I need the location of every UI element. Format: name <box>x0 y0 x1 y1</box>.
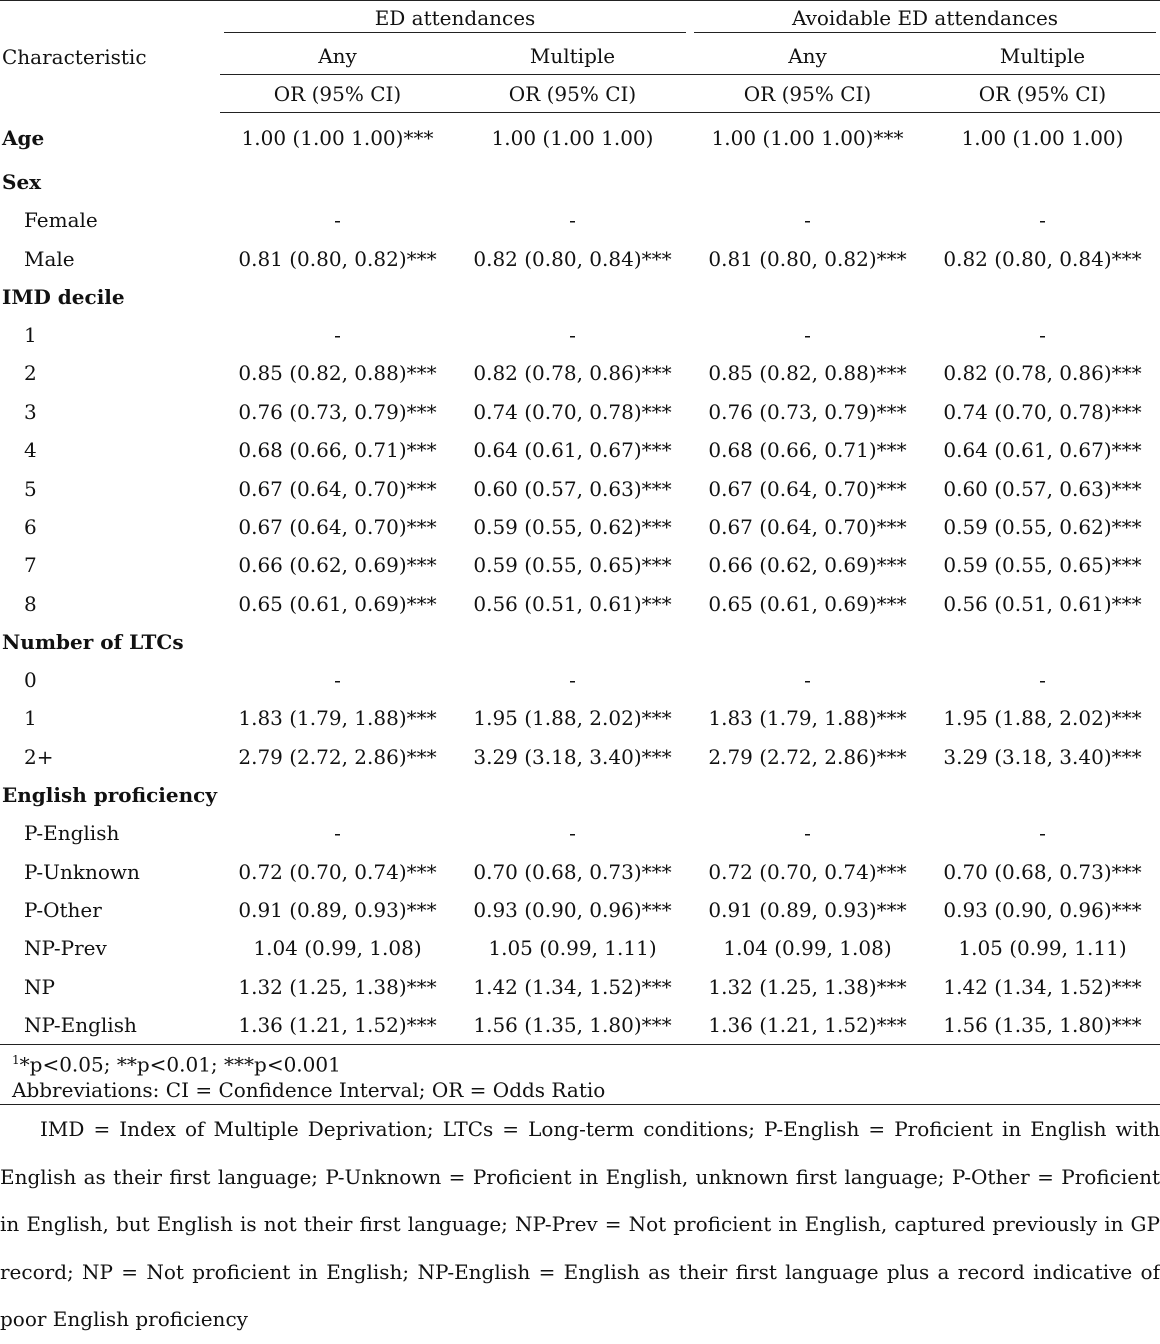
cell-value: 0.56 (0.51, 0.61)*** <box>473 591 672 616</box>
subheader-avoidable-any: Any <box>690 39 925 75</box>
table-row <box>0 929 1160 967</box>
row-label: Male <box>24 246 75 271</box>
cell-value: 0.65 (0.61, 0.69)*** <box>708 591 907 616</box>
table-row <box>0 814 1160 852</box>
table-row <box>0 585 1160 623</box>
table-row <box>0 852 1160 890</box>
significance-footnote <box>12 1048 605 1078</box>
cell-value: 0.59 (0.55, 0.65)*** <box>943 553 1142 578</box>
section-heading-ltc <box>0 623 1160 661</box>
cell-value: 1.00 (1.00 1.00)*** <box>711 126 904 150</box>
cell-value: - <box>334 208 341 233</box>
section-heading-imd <box>0 278 1160 316</box>
cell-value: - <box>569 668 576 693</box>
row-label: 3 <box>24 399 37 424</box>
cell-value: 0.74 (0.70, 0.78)*** <box>943 399 1142 424</box>
cell-value: 1.32 (1.25, 1.38)*** <box>708 974 907 999</box>
cell-value: - <box>804 821 811 846</box>
cell-value: - <box>569 322 576 347</box>
cell-value: 0.82 (0.78, 0.86)*** <box>473 361 672 386</box>
cell-value: 1.95 (1.88, 2.02)*** <box>943 706 1142 731</box>
group-header-avoidable-ed-label: Avoidable ED attendances <box>694 6 1156 33</box>
row-label: P-English <box>24 821 120 846</box>
cell-value: 0.70 (0.68, 0.73)*** <box>943 859 1142 884</box>
table-row <box>0 699 1160 737</box>
section-heading-sex <box>0 163 1160 201</box>
cell-value: 0.93 (0.90, 0.96)*** <box>943 898 1142 923</box>
table-row <box>0 316 1160 354</box>
cell-value: 0.67 (0.64, 0.70)*** <box>238 476 437 501</box>
cell-value: 1.42 (1.34, 1.52)*** <box>943 974 1142 999</box>
cell-value: 1.05 (0.99, 1.11) <box>488 936 657 961</box>
metric-header: OR (95% CI) <box>925 75 1160 113</box>
cell-value: 0.85 (0.82, 0.88)*** <box>708 361 907 386</box>
section-heading: English proficiency <box>2 783 217 808</box>
footnote-marker: 1 <box>12 1053 20 1067</box>
cell-value: 0.82 (0.80, 0.84)*** <box>943 246 1142 271</box>
cell-value: - <box>804 668 811 693</box>
cell-value: 0.91 (0.89, 0.93)*** <box>238 898 437 923</box>
subheader-ed-any: Any <box>220 39 455 75</box>
table-row <box>0 508 1160 546</box>
cell-value: 1.42 (1.34, 1.52)*** <box>473 974 672 999</box>
table-row <box>0 661 1160 699</box>
row-label: NP-Prev <box>24 936 107 961</box>
cell-value: 1.04 (0.99, 1.08) <box>253 936 422 961</box>
cell-value: 0.56 (0.51, 0.61)*** <box>943 591 1142 616</box>
row-label: 2 <box>24 361 37 386</box>
table-footnotes <box>12 1048 605 1103</box>
cell-value: 2.79 (2.72, 2.86)*** <box>708 744 907 769</box>
cell-value: 0.70 (0.68, 0.73)*** <box>473 859 672 884</box>
metric-header: OR (95% CI) <box>690 75 925 113</box>
cell-value: 1.32 (1.25, 1.38)*** <box>238 974 437 999</box>
cell-value: 3.29 (3.18, 3.40)*** <box>943 744 1142 769</box>
cell-value: 0.67 (0.64, 0.70)*** <box>708 476 907 501</box>
cell-value: 1.83 (1.79, 1.88)*** <box>708 706 907 731</box>
row-label: Age <box>2 125 45 150</box>
row-label: 4 <box>24 438 37 463</box>
cell-value: 1.36 (1.21, 1.52)*** <box>690 1006 925 1045</box>
subheader-avoidable-multiple: Multiple <box>925 39 1160 75</box>
row-label: P-Other <box>24 898 102 923</box>
table-row <box>0 738 1160 776</box>
metric-header: OR (95% CI) <box>455 75 690 113</box>
cell-value: - <box>1039 668 1046 693</box>
row-label: 5 <box>24 476 37 501</box>
row-label: 2+ <box>24 744 54 769</box>
footer-divider <box>0 1104 1160 1105</box>
cell-value: 0.65 (0.61, 0.69)*** <box>238 591 437 616</box>
table-row <box>0 239 1160 277</box>
cell-value: 0.67 (0.64, 0.70)*** <box>238 514 437 539</box>
cell-value: 0.85 (0.82, 0.88)*** <box>238 361 437 386</box>
cell-value: 1.00 (1.00 1.00)*** <box>241 126 434 150</box>
group-header-ed <box>220 1 690 39</box>
cell-value: 0.60 (0.57, 0.63)*** <box>473 476 672 501</box>
cell-value: - <box>804 208 811 233</box>
cell-value: - <box>569 208 576 233</box>
cell-value: 2.79 (2.72, 2.86)*** <box>238 744 437 769</box>
cell-value: 1.95 (1.88, 2.02)*** <box>473 706 672 731</box>
cell-value: - <box>1039 821 1046 846</box>
cell-value: 1.56 (1.35, 1.80)*** <box>925 1006 1160 1045</box>
group-header-ed-label: ED attendances <box>224 6 686 33</box>
cell-value: 0.91 (0.89, 0.93)*** <box>708 898 907 923</box>
table-row <box>0 431 1160 469</box>
cell-value: 1.36 (1.21, 1.52)*** <box>220 1006 455 1045</box>
cell-value: - <box>1039 322 1046 347</box>
header-row-groups <box>0 1 1160 39</box>
cell-value: - <box>334 668 341 693</box>
cell-value: 1.04 (0.99, 1.08) <box>723 936 892 961</box>
cell-value: 0.64 (0.61, 0.67)*** <box>473 438 672 463</box>
row-label: 1 <box>24 322 37 347</box>
cell-value: 1.05 (0.99, 1.11) <box>958 936 1127 961</box>
table-row <box>0 968 1160 1006</box>
cell-value: - <box>334 821 341 846</box>
abbreviation-note: IMD = Index of Multiple Deprivation; LTCs = Long-term conditions; P-English = Proficient in English with English as their first language; P-Unknown = Proficient in English, unknown first language; P-Other = Proficient in English, but English is not their first language; NP-Prev = Not proficient in English, captured previously in GP record; NP = Not proficient in English; NP-English = English as their first language plus a record indicative of poor English proficiency <box>0 1117 1160 1331</box>
cell-value: 0.59 (0.55, 0.62)*** <box>473 514 672 539</box>
subheader-ed-multiple: Multiple <box>455 39 690 75</box>
row-label: 1 <box>24 706 37 731</box>
table-row <box>0 891 1160 929</box>
cell-value: 3.29 (3.18, 3.40)*** <box>473 744 672 769</box>
cell-value: 0.66 (0.62, 0.69)*** <box>708 553 907 578</box>
cell-value: 1.00 (1.00 1.00) <box>961 126 1124 150</box>
cell-value: 0.60 (0.57, 0.63)*** <box>943 476 1142 501</box>
cell-value: - <box>1039 208 1046 233</box>
cell-value: 0.74 (0.70, 0.78)*** <box>473 399 672 424</box>
cell-value: 0.93 (0.90, 0.96)*** <box>473 898 672 923</box>
row-label: 7 <box>24 553 37 578</box>
cell-value: 0.59 (0.55, 0.62)*** <box>943 514 1142 539</box>
abbreviations-footnote: Abbreviations: CI = Confidence Interval; OR = Odds Ratio <box>12 1077 606 1102</box>
table-row <box>0 201 1160 239</box>
row-label: P-Unknown <box>24 859 140 884</box>
cell-value: 0.67 (0.64, 0.70)*** <box>708 514 907 539</box>
cell-value: 0.81 (0.80, 0.82)*** <box>708 246 907 271</box>
characteristic-header: Characteristic <box>0 1 220 113</box>
metric-header: OR (95% CI) <box>220 75 455 113</box>
row-label: 6 <box>24 514 37 539</box>
table-row-age <box>0 113 1160 164</box>
section-heading: Sex <box>2 170 42 194</box>
row-label: Female <box>24 208 98 233</box>
group-header-avoidable-ed <box>690 1 1160 39</box>
table-row <box>0 393 1160 431</box>
cell-value: 0.82 (0.78, 0.86)*** <box>943 361 1142 386</box>
cell-value: 0.64 (0.61, 0.67)*** <box>943 438 1142 463</box>
cell-value: - <box>804 322 811 347</box>
section-heading-english <box>0 776 1160 814</box>
cell-value: 0.68 (0.66, 0.71)*** <box>238 438 437 463</box>
table-row <box>0 546 1160 584</box>
significance-text: *p<0.05; **p<0.01; ***p<0.001 <box>19 1052 341 1077</box>
row-label: 8 <box>24 591 37 616</box>
row-label: NP <box>24 974 55 999</box>
cell-value: 1.56 (1.35, 1.80)*** <box>455 1006 690 1045</box>
cell-value: 1.00 (1.00 1.00) <box>491 126 654 150</box>
row-label: NP-English <box>0 1006 220 1045</box>
cell-value: 1.83 (1.79, 1.88)*** <box>238 706 437 731</box>
cell-value: - <box>334 322 341 347</box>
table-row <box>0 469 1160 507</box>
cell-value: 0.59 (0.55, 0.65)*** <box>473 553 672 578</box>
table-row <box>0 1006 1160 1045</box>
cell-value: 0.72 (0.70, 0.74)*** <box>238 859 437 884</box>
cell-value: 0.81 (0.80, 0.82)*** <box>238 246 437 271</box>
cell-value: - <box>569 821 576 846</box>
cell-value: 0.76 (0.73, 0.79)*** <box>708 399 907 424</box>
row-label: 0 <box>24 668 37 693</box>
cell-value: 0.82 (0.80, 0.84)*** <box>473 246 672 271</box>
cell-value: 0.68 (0.66, 0.71)*** <box>708 438 907 463</box>
cell-value: 0.72 (0.70, 0.74)*** <box>708 859 907 884</box>
table-row <box>0 354 1160 392</box>
section-heading: Number of LTCs <box>2 629 184 654</box>
cell-value: 0.76 (0.73, 0.79)*** <box>238 399 437 424</box>
cell-value: 0.66 (0.62, 0.69)*** <box>238 553 437 578</box>
section-heading: IMD decile <box>2 284 125 309</box>
